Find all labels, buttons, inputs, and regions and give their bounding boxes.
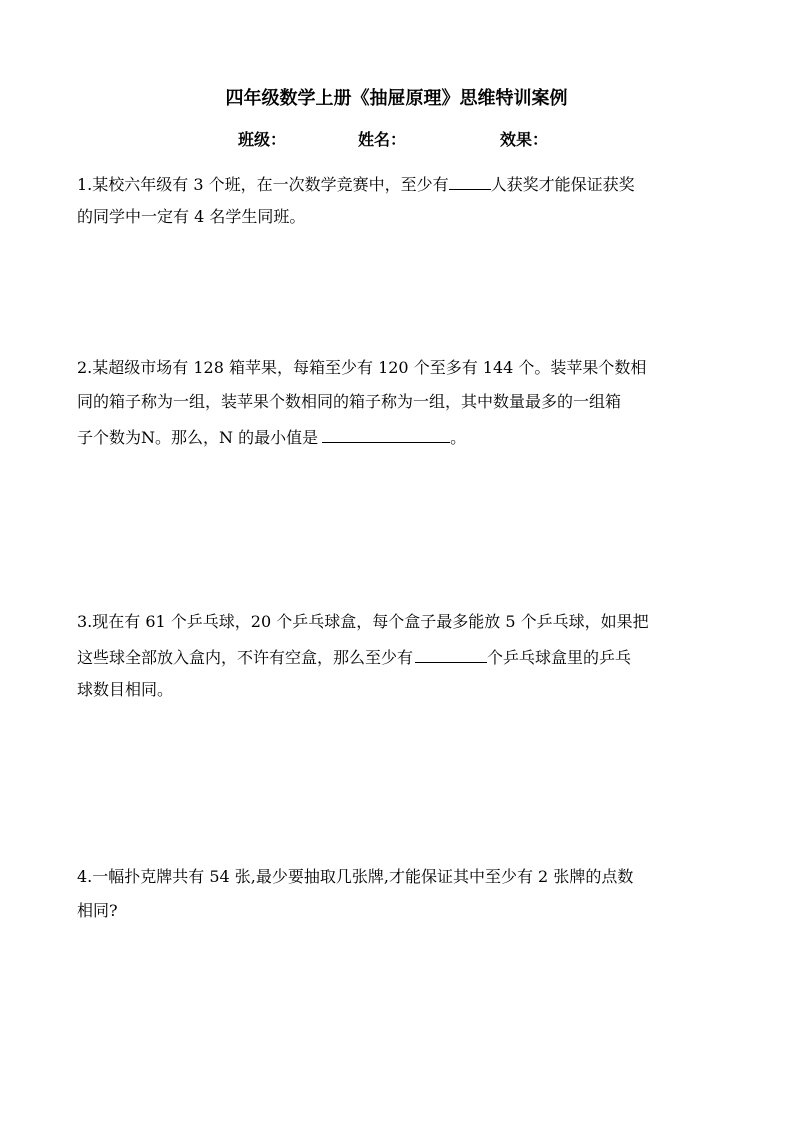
name-label: 姓名：	[358, 130, 407, 149]
answer-blank[interactable]	[415, 646, 487, 663]
question-text: 人获奖才能保证获奖	[490, 175, 635, 194]
question-text: 同的箱子称为一组，装苹果个数相同的箱子称为一组，其中数量最多的一组箱	[77, 392, 622, 411]
question-text: 4.一幅扑克牌共有 54 张,最少要抽取几张牌,才能保证其中至少有 2 张牌的点数	[77, 867, 634, 886]
question-text: 的同学中一定有 4 名学生同班。	[77, 207, 306, 226]
question-text: 。	[450, 428, 467, 447]
question-text: 球数目相同。	[77, 680, 174, 699]
page-title: 四年级数学上册《抽屉原理》思维特训案例	[225, 88, 568, 109]
question-text: 3.现在有 61 个乒乓球，20 个乒乓球盒，每个盒子最多能放 5 个乒乓球，如果把	[77, 612, 649, 631]
question-text: 相同?	[77, 901, 118, 920]
question-text: 这些球全部放入盒内，不许有空盒，那么至少有	[77, 648, 414, 667]
question-text: 2.某超级市场有 128 箱苹果，每箱至少有 120 个至多有 144 个。装苹果个数相	[77, 358, 647, 377]
answer-blank[interactable]	[449, 173, 491, 190]
answer-blank[interactable]	[322, 426, 450, 443]
question-text: 子个数为N。那么，N 的最小值是	[77, 428, 319, 447]
question-text: 个乒乓球盒里的乒乓	[487, 648, 632, 667]
result-label: 效果：	[500, 130, 549, 149]
class-label: 班级：	[238, 130, 287, 149]
question-text: 1.某校六年级有 3 个班，在一次数学竞赛中，至少有	[77, 175, 449, 194]
